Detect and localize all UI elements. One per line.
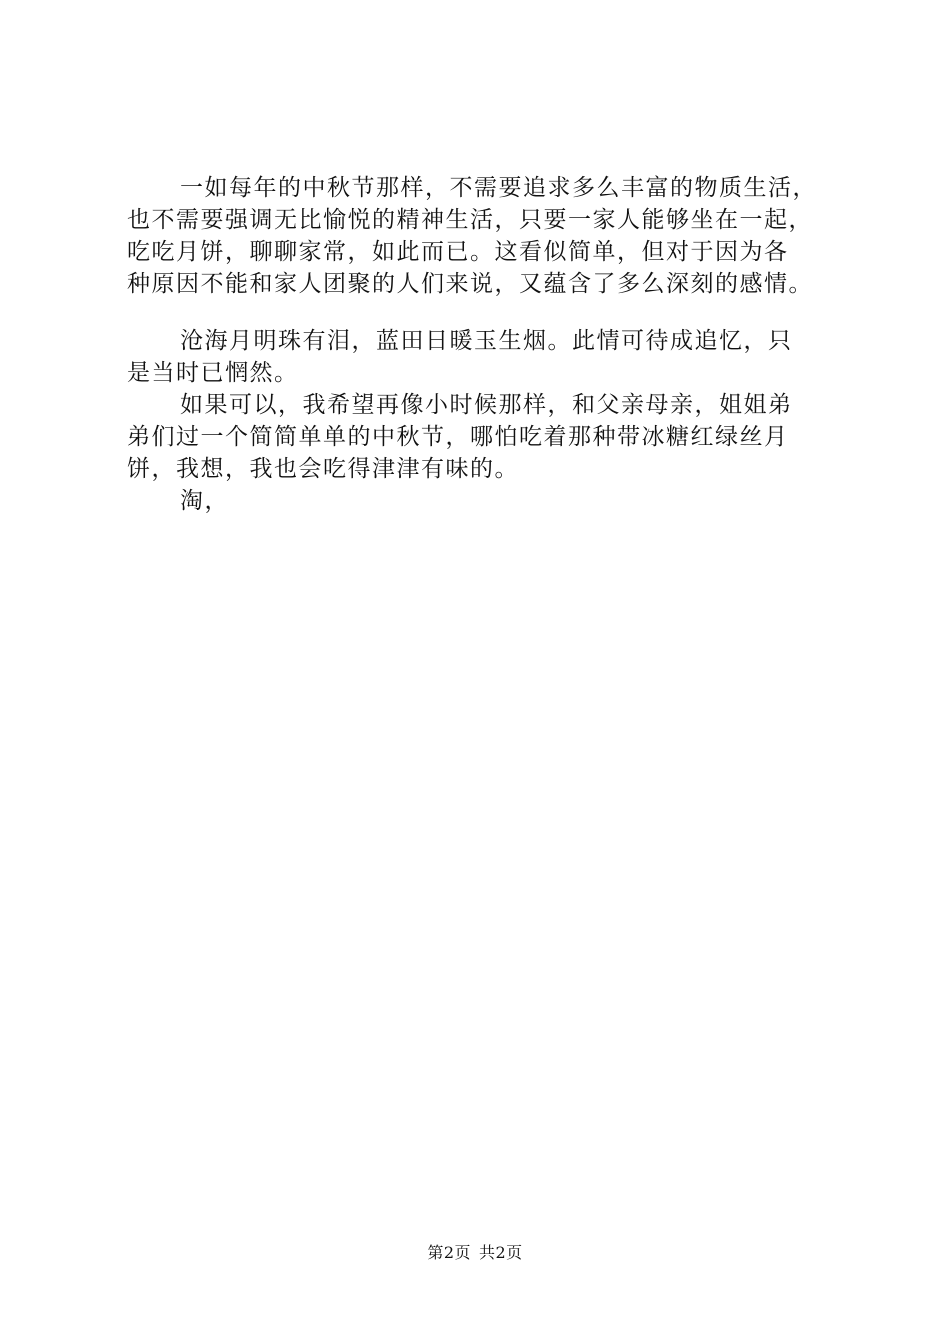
page-number-total: 共2页 xyxy=(479,1243,523,1262)
page-number-current: 第2页 xyxy=(427,1243,471,1262)
paragraph-spacer xyxy=(127,300,847,325)
paragraph-line: 弟们过一个简简单单的中秋节，哪怕吃着那种带冰糖红绿丝月 xyxy=(127,424,789,450)
paragraph-line: 淘， xyxy=(180,488,229,514)
paragraph-3 xyxy=(127,389,847,485)
paragraph-line: 也不需要强调无比愉悦的精神生活，只要一家人能够坐在一起， xyxy=(127,207,813,233)
paragraph-4 xyxy=(127,485,847,517)
paragraph-line: 种原因不能和家人团聚的人们来说，又蕴含了多么深刻的感情。 xyxy=(127,271,813,297)
paragraph-line: 吃吃月饼，聊聊家常，如此而已。这看似简单，但对于因为各 xyxy=(127,239,789,265)
page-footer xyxy=(0,1242,950,1264)
paragraph-1 xyxy=(127,172,847,300)
paragraph-2 xyxy=(127,325,847,389)
paragraph-line: 是当时已惘然。 xyxy=(127,360,299,386)
paragraph-line: 沧海月明珠有泪，蓝田日暖玉生烟。此情可待成追忆，只 xyxy=(180,328,793,354)
document-body xyxy=(127,172,847,517)
paragraph-line: 如果可以，我希望再像小时候那样，和父亲母亲，姐姐弟 xyxy=(180,392,793,418)
paragraph-line: 饼，我想，我也会吃得津津有味的。 xyxy=(127,456,519,482)
paragraph-line: 一如每年的中秋节那样，不需要追求多么丰富的物质生活， xyxy=(180,175,817,201)
